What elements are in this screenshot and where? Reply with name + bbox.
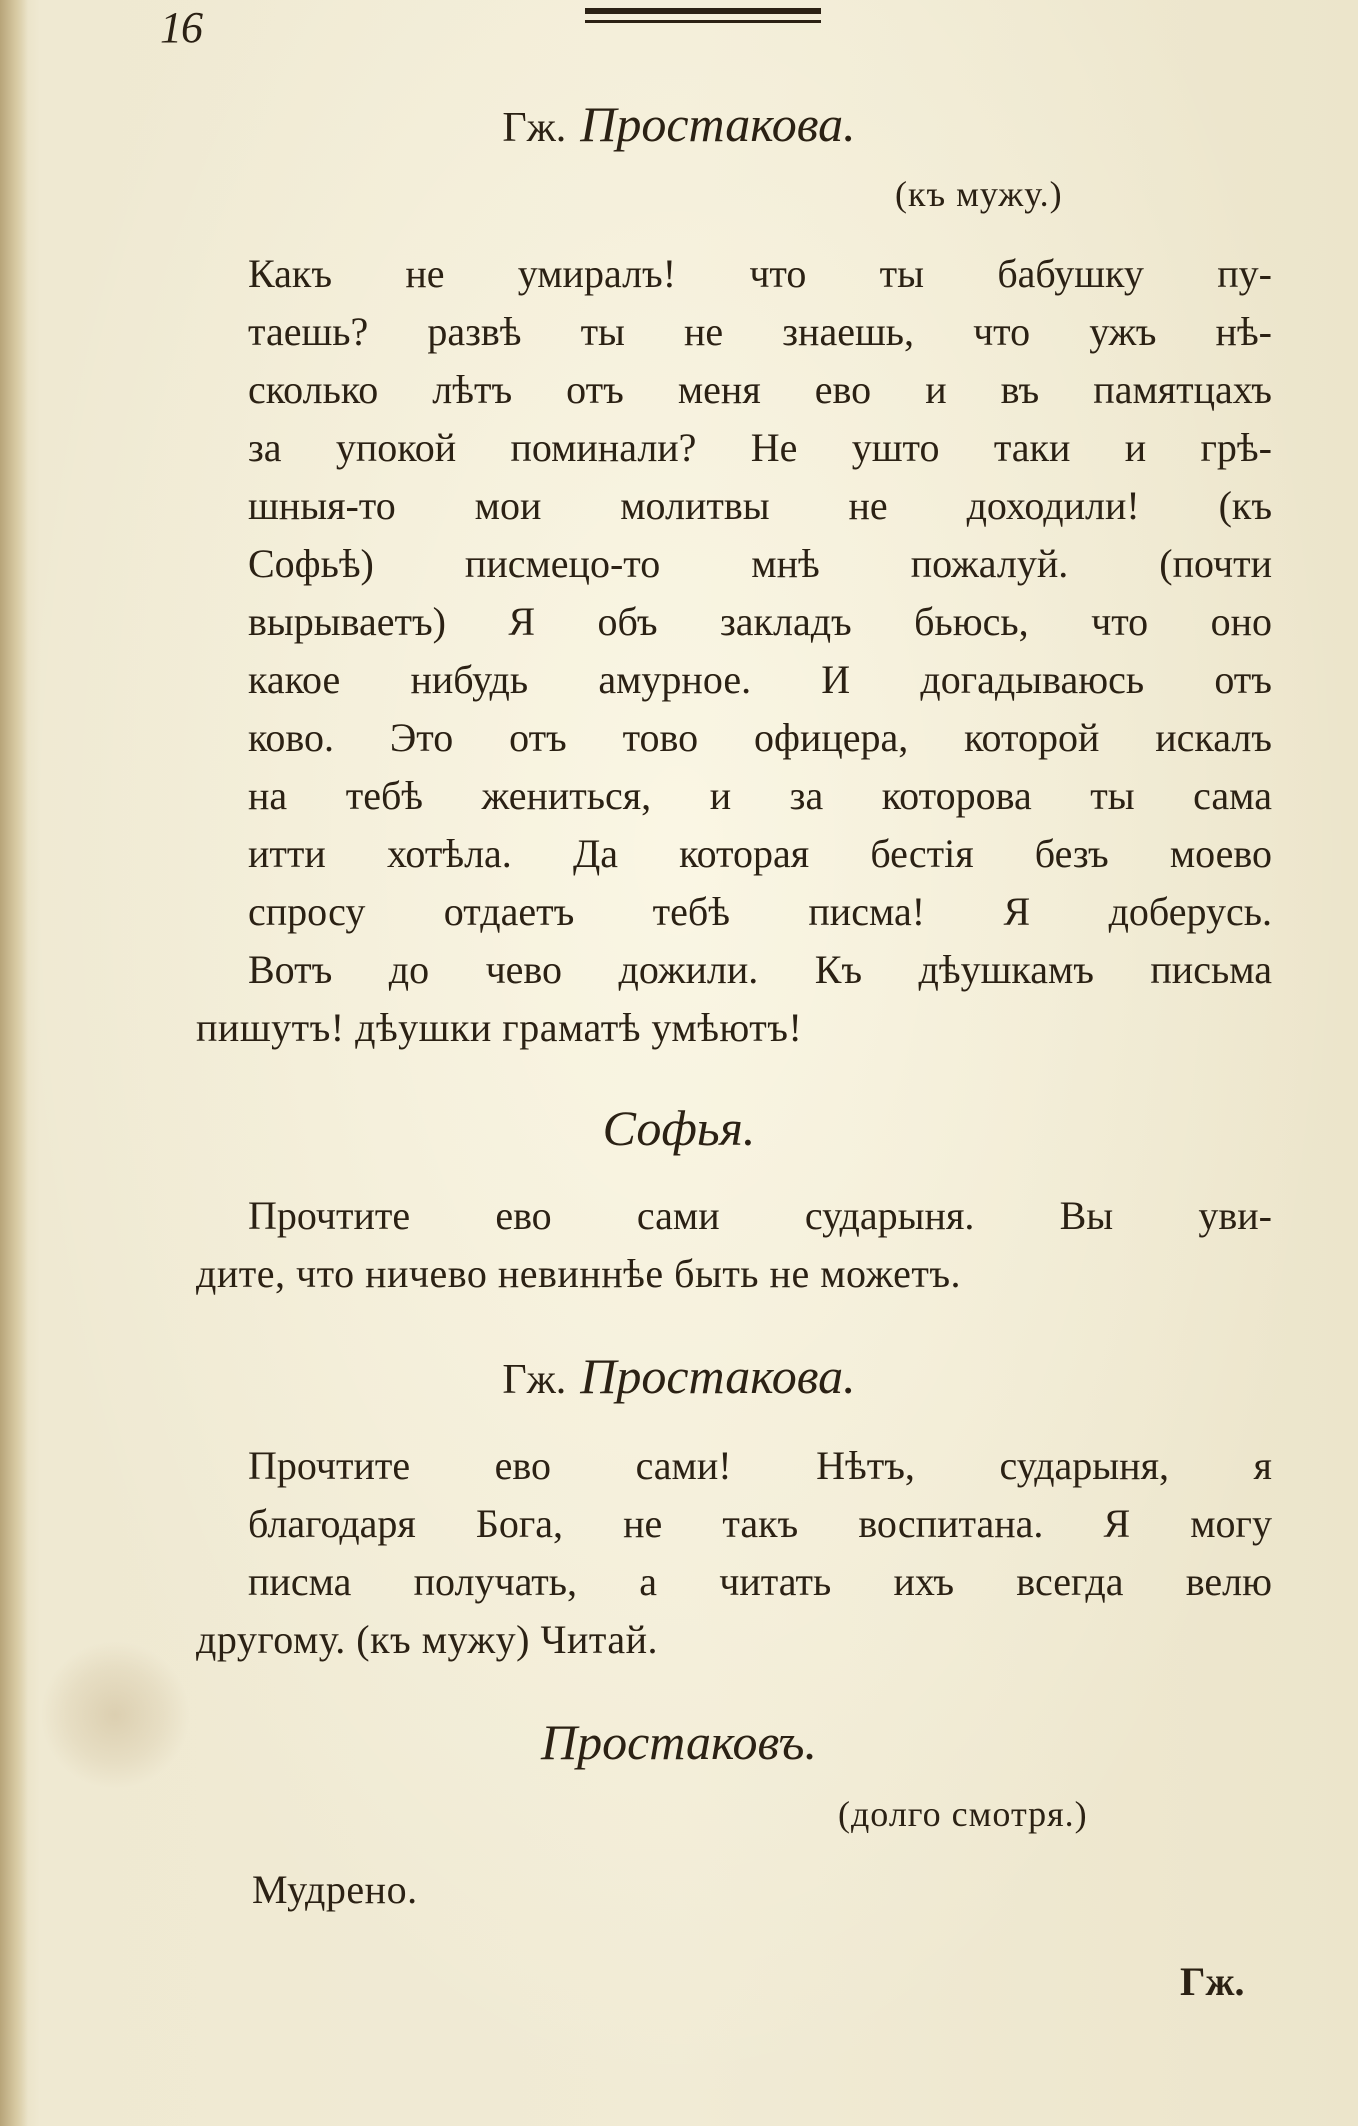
word: не xyxy=(684,309,724,354)
word: доберусь. xyxy=(1108,889,1272,934)
word: не xyxy=(405,251,445,296)
word: вырываетъ) xyxy=(248,599,446,644)
word: которой xyxy=(964,715,1100,760)
word: писмецо-то xyxy=(464,541,661,586)
word: ушто xyxy=(851,425,940,470)
word: мои xyxy=(474,483,542,528)
speaker-heading-prostakova xyxy=(0,92,1358,160)
word: шныя-то xyxy=(248,483,396,528)
word: таки xyxy=(993,425,1071,470)
word: нибудь xyxy=(410,657,529,702)
text-line xyxy=(248,942,1272,998)
word: Прочтите xyxy=(248,1193,411,1238)
header-rule-thick xyxy=(585,8,821,14)
word: меня xyxy=(677,367,761,412)
word: (почти xyxy=(1159,541,1272,586)
catchword: Гж. xyxy=(1180,1959,1245,2004)
speaker-honorific: Гж. xyxy=(502,105,567,151)
word: дожили. xyxy=(618,947,759,992)
text-line xyxy=(248,884,1272,940)
word: которая xyxy=(679,831,810,876)
header-rule-thin xyxy=(585,20,821,23)
word: и xyxy=(1124,425,1147,470)
word: развѣ xyxy=(427,309,522,354)
word: воспитана. xyxy=(858,1501,1044,1546)
word: моево xyxy=(1169,831,1272,876)
word: ихъ xyxy=(893,1559,955,1604)
word: ты xyxy=(580,309,625,354)
word: тебѣ xyxy=(652,889,730,934)
speaker-name: Простакова. xyxy=(580,1348,856,1404)
text-line xyxy=(248,768,1272,824)
text-line xyxy=(248,420,1272,476)
word: дѣушкамъ xyxy=(918,947,1094,992)
text-line: другому. (къ мужу) Читай. xyxy=(196,1617,658,1662)
word: Прочтите xyxy=(248,1443,411,1488)
word: искалъ xyxy=(1155,715,1272,760)
word: могу xyxy=(1190,1501,1272,1546)
word: амурное. xyxy=(598,657,752,702)
word: а xyxy=(639,1559,658,1604)
text-line xyxy=(248,246,1272,302)
speaker-name: Простаковъ. xyxy=(540,1714,817,1770)
text-line: дите, что ничево невиннѣе быть не можетъ. xyxy=(196,1251,962,1296)
speaker-honorific: Гж. xyxy=(502,1357,567,1403)
word: за xyxy=(789,773,824,818)
word: которова xyxy=(881,773,1032,818)
word: не xyxy=(848,483,888,528)
word: сама xyxy=(1193,773,1272,818)
word: памятцахъ xyxy=(1093,367,1272,412)
word: сами! xyxy=(635,1443,732,1488)
word: что xyxy=(1091,599,1149,644)
text-line: Мудрено. xyxy=(252,1867,418,1912)
word: не xyxy=(623,1501,663,1546)
word: жениться, xyxy=(481,773,652,818)
word: ково. xyxy=(248,715,335,760)
word: Къ xyxy=(814,947,863,992)
word: отъ xyxy=(1214,657,1272,702)
word: отъ xyxy=(566,367,624,412)
text-line xyxy=(248,362,1272,418)
word: отъ xyxy=(509,715,567,760)
text-line xyxy=(248,536,1272,592)
speaker-heading-sofya xyxy=(0,1096,1358,1160)
word: хотѣла. xyxy=(386,831,512,876)
word: благодаря xyxy=(248,1501,416,1546)
word: молитвы xyxy=(620,483,770,528)
word: таешь? xyxy=(248,309,369,354)
word: бестія xyxy=(870,831,974,876)
word: закладъ xyxy=(720,599,852,644)
word: получать, xyxy=(413,1559,578,1604)
text-line xyxy=(248,652,1272,708)
word: и xyxy=(925,367,947,412)
word: грѣ- xyxy=(1200,425,1272,470)
word: чево xyxy=(485,947,563,992)
speaker-name: Простакова. xyxy=(580,96,856,152)
word: ево xyxy=(814,367,872,412)
word: что xyxy=(749,251,807,296)
word: бьюсь, xyxy=(914,599,1029,644)
stage-direction: (долго смотря.) xyxy=(838,1794,1088,1834)
word: Вотъ xyxy=(248,947,333,992)
stage-direction: (къ мужу.) xyxy=(895,174,1063,214)
text-line xyxy=(248,594,1272,650)
word: отдаетъ xyxy=(443,889,575,934)
word: тово xyxy=(622,715,699,760)
word: доходили! xyxy=(966,483,1140,528)
text-line xyxy=(248,826,1272,882)
word: велю xyxy=(1185,1559,1272,1604)
word: уви- xyxy=(1198,1193,1272,1238)
word: офицера, xyxy=(754,715,909,760)
word: ты xyxy=(879,251,925,296)
page-number: 16 xyxy=(160,3,202,52)
word: сколько xyxy=(248,367,379,412)
word: что xyxy=(973,309,1031,354)
word: Я xyxy=(508,599,536,644)
word: какое xyxy=(248,657,341,702)
word: Да xyxy=(572,831,619,876)
word: Не xyxy=(750,425,798,470)
text-line xyxy=(248,710,1272,766)
speaker-name: Софья. xyxy=(602,1100,756,1156)
word: ево xyxy=(495,1193,552,1238)
text-line xyxy=(248,1496,1272,1552)
word: догадываюсь xyxy=(920,657,1145,702)
word: ево xyxy=(494,1443,552,1488)
word: тебѣ xyxy=(345,773,424,818)
speaker-heading-prostakova xyxy=(0,1344,1358,1412)
word: лѣтъ xyxy=(432,367,513,412)
word: пу- xyxy=(1217,251,1272,296)
word: Я xyxy=(1103,1501,1131,1546)
word: писма! xyxy=(808,889,926,934)
word: читать xyxy=(719,1559,832,1604)
word: ты xyxy=(1090,773,1135,818)
text-line xyxy=(248,1554,1272,1610)
word: пожалуй. xyxy=(910,541,1069,586)
word: объ xyxy=(597,599,658,644)
word: я xyxy=(1253,1443,1272,1488)
word: спросу xyxy=(248,889,366,934)
word: письма xyxy=(1150,947,1272,992)
word: И xyxy=(821,657,851,702)
text-line xyxy=(248,304,1272,360)
word: сударыня, xyxy=(999,1443,1169,1488)
word: упокой xyxy=(335,425,457,470)
word: на xyxy=(248,773,288,818)
text-line xyxy=(248,478,1272,534)
word: Софьѣ) xyxy=(248,541,374,586)
word: мнѣ xyxy=(751,541,820,586)
binding-gutter-shadow xyxy=(0,0,28,2126)
word: всегда xyxy=(1016,1559,1124,1604)
word: знаешь, xyxy=(782,309,914,354)
word: писма xyxy=(248,1559,352,1604)
word: безъ xyxy=(1034,831,1109,876)
word: оно xyxy=(1210,599,1272,644)
text-line xyxy=(248,1188,1272,1244)
word: бабушку xyxy=(997,251,1144,296)
text-line xyxy=(248,1438,1272,1494)
word: Вы xyxy=(1059,1193,1114,1238)
word: за xyxy=(248,425,282,470)
word: такъ xyxy=(722,1501,799,1546)
word: и xyxy=(709,773,732,818)
text-line: пишутъ! дѣушки граматѣ умѣютъ! xyxy=(196,1005,803,1050)
word: сами xyxy=(636,1193,720,1238)
word: сударыня. xyxy=(804,1193,975,1238)
word: умиралъ! xyxy=(517,251,677,296)
word: (къ xyxy=(1218,483,1272,528)
word: до xyxy=(388,947,430,992)
word: Это xyxy=(389,715,454,760)
word: Бога, xyxy=(475,1501,564,1546)
word: Нѣтъ, xyxy=(816,1443,915,1488)
word: Я xyxy=(1003,889,1031,934)
word: ужъ xyxy=(1089,309,1157,354)
word: нѣ- xyxy=(1215,309,1272,354)
word: итти xyxy=(248,831,326,876)
word: Какъ xyxy=(248,251,333,296)
word: въ xyxy=(1000,367,1040,412)
word: поминали? xyxy=(510,425,697,470)
speaker-heading-prostakov xyxy=(0,1710,1358,1774)
